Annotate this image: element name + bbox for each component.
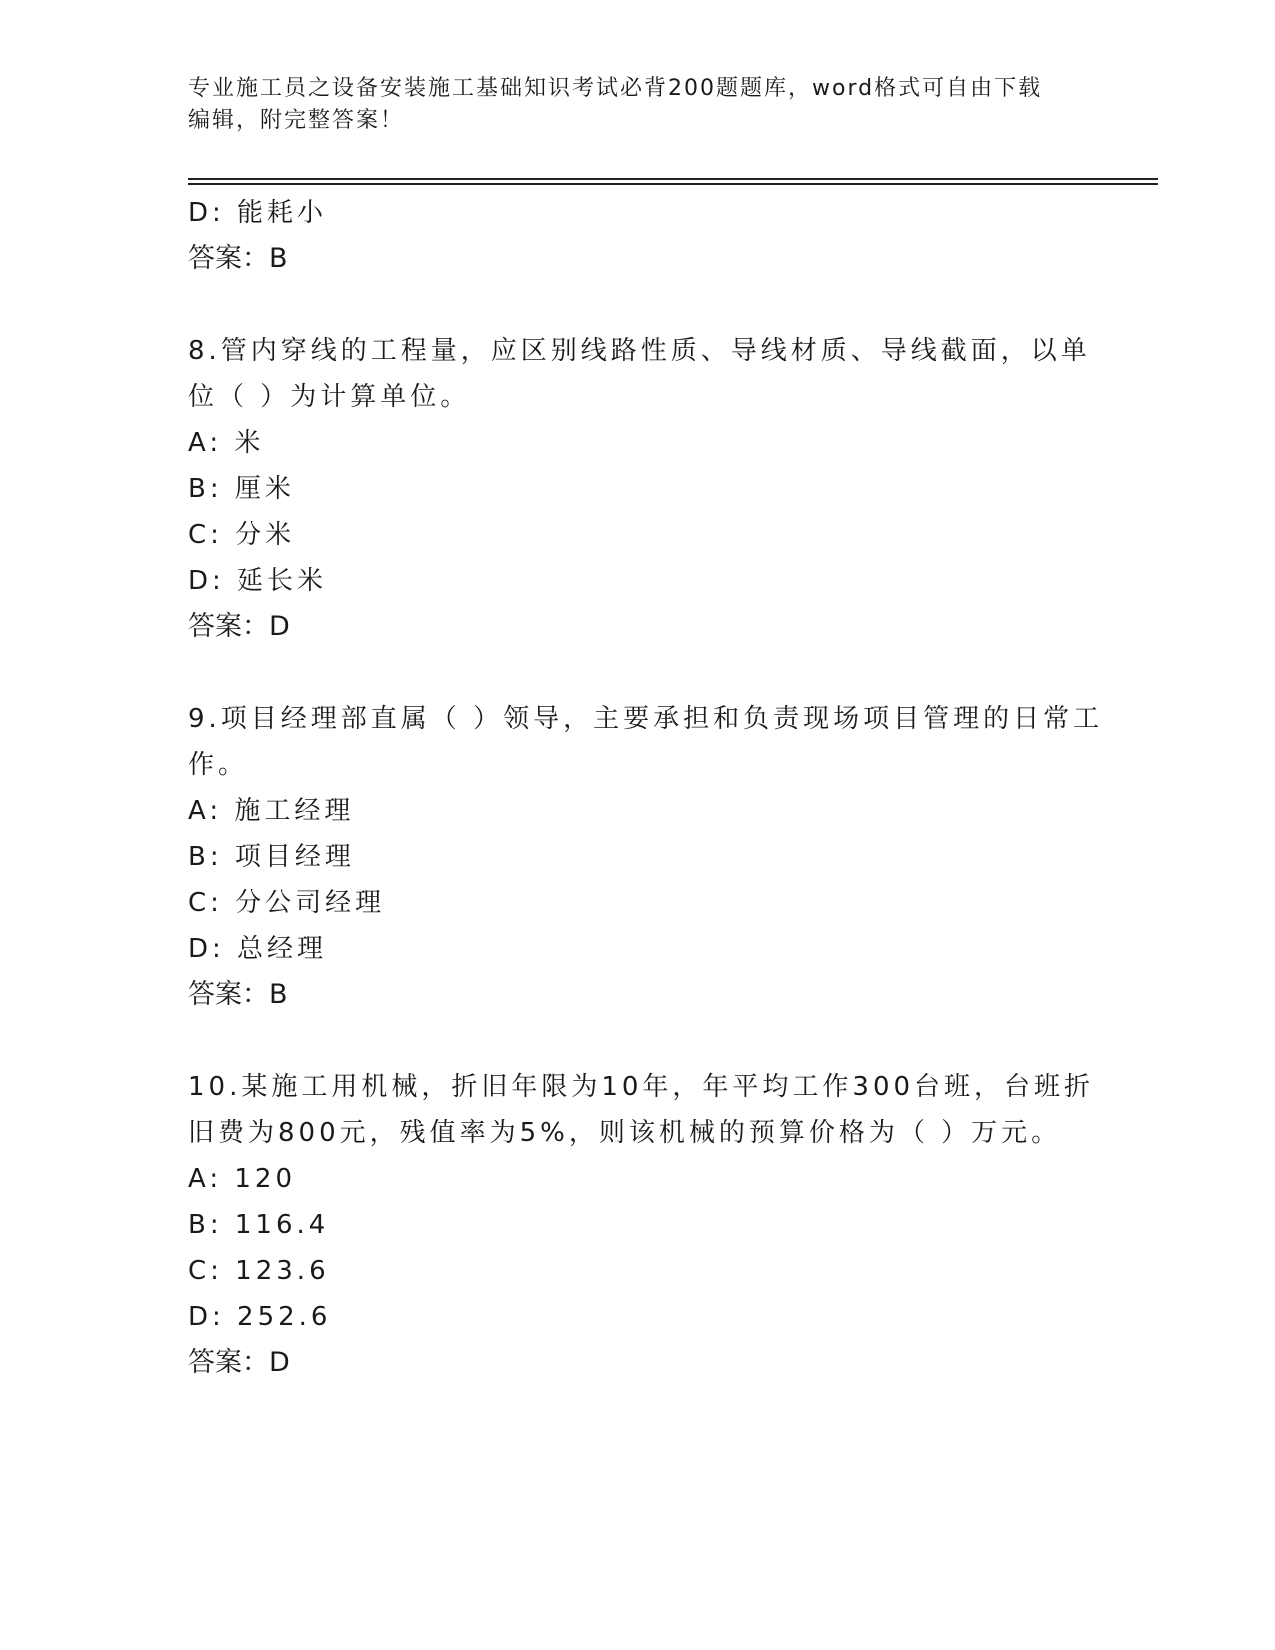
spacer [188,650,1088,696]
option-d: D: 能耗小 [188,198,328,228]
answer-line: 答案：D [188,611,290,642]
option-b: B: 项目经理 [188,842,355,872]
option-b: B: 厘米 [188,474,295,504]
spacer [188,282,1088,328]
answer-line: 答案：D [188,1347,290,1378]
question-8 [188,328,1091,650]
answer-line: 答案：B [188,979,288,1010]
option-c: C: 123.6 [188,1256,330,1286]
option-a: A: 米 [188,428,265,458]
answer-line: 答案：B [188,243,288,274]
question-stem-line-2: 位（ ）为计算单位。 [188,382,471,412]
option-a: A: 120 [188,1164,296,1194]
question-9 [188,696,1104,1018]
question-stem-line-2: 旧费为800元，残值率为5%，则该机械的预算价格为（ ）万元。 [188,1118,1062,1148]
question-10 [188,1064,1095,1386]
question-content [188,190,1104,1386]
option-b: B: 116.4 [188,1210,330,1240]
question-stem-line-1: 8.管内穿线的工程量，应区别线路性质、导线材质、导线截面，以单 [188,336,1091,366]
question-stem-line-2: 作。 [188,750,249,780]
document-header [188,73,1068,137]
previous-question-tail [188,190,1088,282]
question-stem-line-1: 9.项目经理部直属（ ）领导，主要承担和负责现场项目管理的日常工 [188,704,1104,734]
option-d: D: 总经理 [188,934,328,964]
header-title-line-2: 编辑，附完整答案！ [188,108,405,133]
header-divider-top [188,178,1158,180]
header-title-line-1: 专业施工员之设备安装施工基础知识考试必背200题题库，word格式可自由下载 [188,76,1043,101]
question-stem-line-1: 10.某施工用机械，折旧年限为10年，年平均工作300台班，台班折 [188,1072,1095,1102]
option-c: C: 分公司经理 [188,888,386,918]
option-d: D: 252.6 [188,1302,332,1332]
option-a: A: 施工经理 [188,796,355,826]
header-divider-bottom [188,183,1158,185]
spacer [188,1018,1088,1064]
option-c: C: 分米 [188,520,296,550]
option-d: D: 延长米 [188,566,328,596]
